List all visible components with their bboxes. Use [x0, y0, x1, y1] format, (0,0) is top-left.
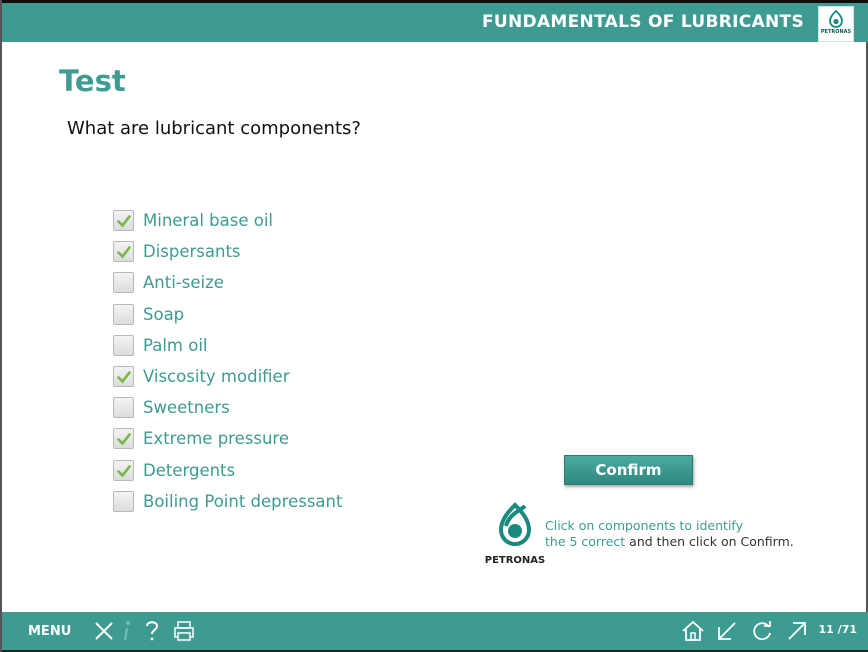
print-icon[interactable]	[172, 619, 196, 643]
page-indicator	[819, 623, 857, 636]
checkmark-icon	[117, 214, 131, 228]
answer-option[interactable]	[113, 267, 342, 298]
option-label[interactable]: Extreme pressure	[143, 429, 289, 449]
header-bar	[2, 0, 868, 42]
option-checkbox[interactable]	[113, 272, 134, 293]
confirm-button[interactable]: Confirm	[564, 455, 693, 485]
petronas-logo	[818, 6, 854, 42]
option-checkbox[interactable]	[113, 397, 134, 418]
hint-logo-text: PETRONAS	[484, 555, 546, 566]
answer-option[interactable]	[113, 299, 342, 330]
option-checkbox[interactable]	[113, 304, 134, 325]
answer-option[interactable]	[113, 236, 342, 267]
answer-option[interactable]	[113, 205, 342, 236]
option-checkbox[interactable]	[113, 210, 134, 231]
petronas-drop-icon	[495, 502, 535, 550]
replay-icon[interactable]	[750, 619, 774, 643]
instruction-highlight: the 5 correct	[545, 534, 626, 549]
answer-option[interactable]	[113, 361, 342, 392]
instruction-text	[545, 518, 794, 550]
hint-logo	[484, 502, 546, 566]
option-label[interactable]: Palm oil	[143, 335, 208, 355]
course-title: FUNDAMENTALS OF LUBRICANTS	[482, 12, 804, 32]
back-icon[interactable]	[715, 619, 739, 643]
home-icon[interactable]	[681, 619, 705, 643]
question-text: What are lubricant components?	[67, 118, 361, 139]
info-icon[interactable]	[120, 619, 134, 643]
next-icon[interactable]	[785, 619, 809, 643]
instruction-line-1: Click on components to identify	[545, 518, 743, 533]
checkmark-icon	[117, 464, 131, 478]
page-title: Test	[59, 64, 126, 98]
option-label[interactable]: Viscosity modifier	[143, 367, 290, 387]
option-label[interactable]: Sweetners	[143, 398, 230, 418]
option-checkbox[interactable]	[113, 241, 134, 262]
checkmark-icon	[117, 245, 131, 259]
answer-option[interactable]	[113, 330, 342, 361]
answer-options	[113, 205, 342, 517]
checkmark-icon	[117, 370, 131, 384]
option-checkbox[interactable]	[113, 335, 134, 356]
page-current: 11	[818, 623, 834, 636]
option-label[interactable]: Boiling Point depressant	[143, 491, 343, 511]
logo-text: PETRONAS	[820, 29, 852, 35]
answer-option[interactable]	[113, 486, 342, 517]
answer-option[interactable]	[113, 423, 342, 454]
page-total: /71	[837, 623, 857, 636]
checkmark-icon	[117, 432, 131, 446]
option-label[interactable]: Detergents	[143, 460, 236, 480]
instruction-rest: and then click on Confirm.	[625, 534, 794, 549]
menu-button[interactable]: MENU	[28, 624, 72, 639]
footer-bar	[2, 612, 868, 652]
option-checkbox[interactable]	[113, 366, 134, 387]
instruction-line-2	[545, 534, 794, 550]
option-label[interactable]: Anti-seize	[143, 273, 224, 293]
option-checkbox[interactable]	[113, 428, 134, 449]
option-checkbox[interactable]	[113, 460, 134, 481]
option-label[interactable]: Mineral base oil	[143, 211, 273, 231]
answer-option[interactable]	[113, 392, 342, 423]
answer-option[interactable]	[113, 455, 342, 486]
help-icon[interactable]	[142, 619, 162, 643]
option-label[interactable]: Dispersants	[143, 242, 241, 262]
petronas-drop-icon	[826, 9, 846, 29]
option-label[interactable]: Soap	[143, 304, 185, 324]
close-icon[interactable]	[92, 619, 116, 643]
option-checkbox[interactable]	[113, 491, 134, 512]
